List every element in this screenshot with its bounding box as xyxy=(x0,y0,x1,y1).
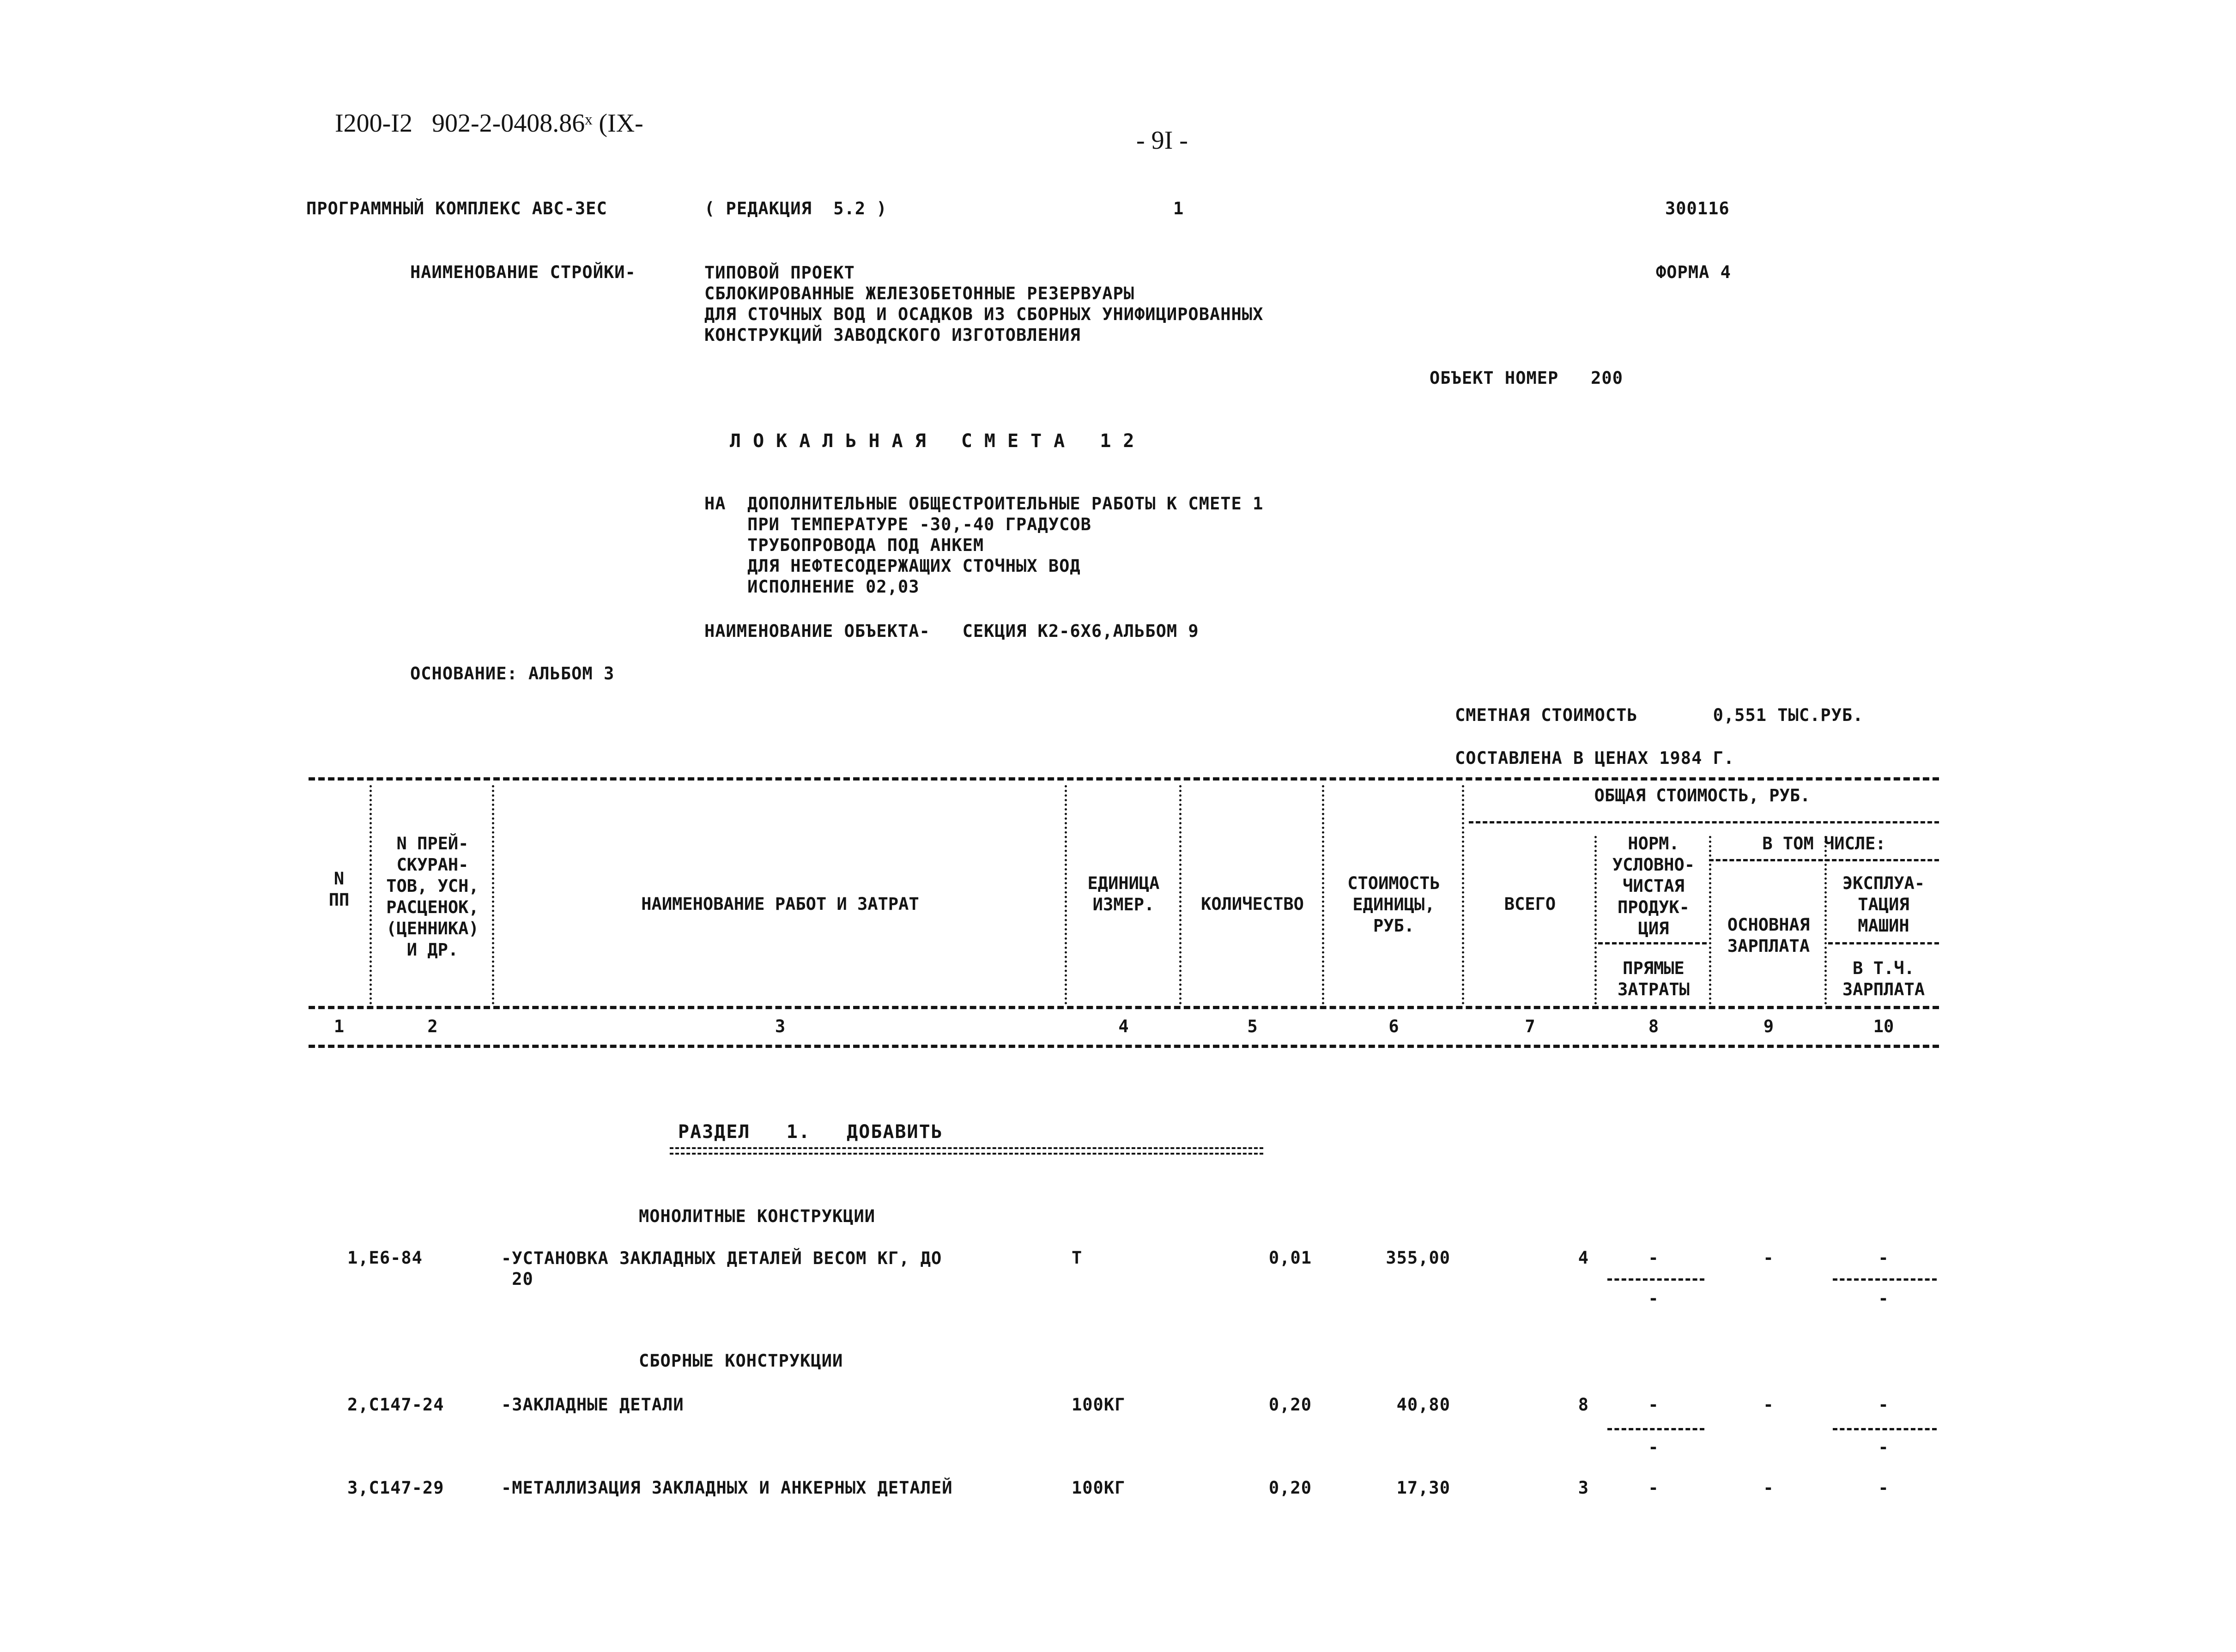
header-unit: ЕДИНИЦА ИЗМЕР. xyxy=(1087,873,1160,914)
group-title: МОНОЛИТНЫЕ КОНСТРУКЦИИ xyxy=(639,1206,876,1226)
group-rule xyxy=(1469,821,1939,823)
row-total: 4 xyxy=(1578,1248,1589,1268)
header-machines-salary: В Т.Ч. ЗАРПЛАТА xyxy=(1842,958,1925,999)
header-salary: ОСНОВНАЯ ЗАРПЛАТА xyxy=(1727,915,1810,956)
program-name: ПРОГРАММНЫЙ КОМПЛЕКС АВС-ЗЕС xyxy=(306,199,607,218)
header-including: В ТОМ ЧИСЛЕ: xyxy=(1762,834,1886,853)
construction-name xyxy=(704,262,1263,345)
header-machines: ЭКСПЛУА- ТАЦИЯ МАШИН xyxy=(1842,873,1925,936)
price-basis: СОСТАВЛЕНА В ЦЕНАХ 1984 Г. xyxy=(1455,748,1735,768)
column-divider xyxy=(1322,785,1324,1005)
estimate-line: ТРУБОПРОВОДА ПОД АНКЕМ xyxy=(704,535,984,555)
row-machines: - xyxy=(1878,1478,1889,1498)
sheet-number: 1 xyxy=(1173,199,1184,218)
row-qty: 0,01 xyxy=(1268,1248,1312,1268)
header-total-group: ОБЩАЯ СТОИМОСТЬ, РУБ. xyxy=(1594,786,1811,805)
row-total: 3 xyxy=(1578,1478,1589,1498)
header-name: НАИМЕНОВАНИЕ РАБОТ И ЗАТРАТ xyxy=(641,894,919,914)
document-id: 300116 xyxy=(1665,199,1730,218)
col-number: 4 xyxy=(1118,1017,1129,1036)
row-code: 1,Е6-84 xyxy=(347,1248,423,1268)
row-name: -ЗАКЛАДНЫЕ ДЕТАЛИ xyxy=(501,1395,684,1415)
cell-rule xyxy=(1833,1278,1937,1281)
row-name: -УСТАНОВКА ЗАКЛАДНЫХ ДЕТАЛЕЙ ВЕСОМ КГ, ДО 20 xyxy=(501,1248,942,1289)
row-machines: - xyxy=(1878,1395,1889,1415)
header-unit-cost: СТОИМОСТЬ ЕДИНИЦЫ, РУБ. xyxy=(1347,873,1440,936)
col-number: 9 xyxy=(1763,1017,1774,1036)
construction-line: ДЛЯ СТОЧНЫХ ВОД И ОСАДКОВ ИЗ СБОРНЫХ УНИФИЦИРОВАННЫХ xyxy=(704,304,1264,324)
header-num: N ПП xyxy=(328,869,350,910)
row-price: 17,30 xyxy=(1396,1478,1450,1498)
header-code: N ПРЕЙ- СКУРАН- ТОВ, УСН, РАСЦЕНОК, (ЦЕННИКА) И ДР. xyxy=(386,834,479,960)
table-header-end-rule xyxy=(309,1045,1939,1048)
row-qty: 0,20 xyxy=(1268,1478,1312,1498)
construction-line: КОНСТРУКЦИЙ ЗАВОДСКОГО ИЗГОТОВЛЕНИЯ xyxy=(704,325,1081,345)
estimate-line: ИСПОЛНЕНИЕ 02,03 xyxy=(704,577,920,597)
col-number: 3 xyxy=(775,1017,786,1036)
row-direct: - xyxy=(1648,1437,1659,1457)
cell-rule xyxy=(1607,1278,1704,1281)
object-name: НАИМЕНОВАНИЕ ОБЪЕКТА- СЕКЦИЯ К2-6Х6,АЛЬБОМ 9 xyxy=(704,621,1199,641)
object-number: ОБЪЕКТ НОМЕР 200 xyxy=(1430,368,1623,388)
row-machines: - xyxy=(1878,1248,1889,1268)
construction-line: ТИПОВОЙ ПРОЕКТ xyxy=(704,263,855,283)
page-number: - 9I - xyxy=(1136,126,1188,155)
header-bottom-rule xyxy=(309,1006,1939,1009)
header-direct: ПРЯМЫЕ ЗАТРАТЫ xyxy=(1618,958,1690,999)
col-number: 10 xyxy=(1873,1017,1894,1036)
cell-rule xyxy=(1607,1428,1704,1430)
row-code: 2,С147-24 xyxy=(347,1395,444,1415)
row-salary: - xyxy=(1763,1478,1774,1498)
estimate-line: ПРИ ТЕМПЕРАТУРЕ -30,-40 ГРАДУСОВ xyxy=(704,514,1091,534)
col-number: 8 xyxy=(1648,1017,1659,1036)
col-number: 6 xyxy=(1388,1017,1399,1036)
section-underline xyxy=(670,1147,1263,1155)
row-unit: 100КГ xyxy=(1072,1478,1126,1498)
column-divider xyxy=(370,785,372,1005)
table-top-rule xyxy=(309,777,1939,781)
row-salary: - xyxy=(1763,1248,1774,1268)
estimate-description xyxy=(704,493,1263,597)
row-machines-salary: - xyxy=(1878,1289,1889,1308)
header-total: ВСЕГО xyxy=(1504,894,1556,914)
estimate-line: НА ДОПОЛНИТЕЛЬНЫЕ ОБЩЕСТРОИТЕЛЬНЫЕ РАБОТЫ К СМЕТЕ 1 xyxy=(704,494,1264,514)
column-divider xyxy=(1462,785,1464,1005)
row-machines-salary: - xyxy=(1878,1437,1889,1457)
row-norm: - xyxy=(1648,1478,1659,1498)
col-number: 2 xyxy=(427,1017,438,1036)
basis: ОСНОВАНИЕ: АЛЬБОМ 3 xyxy=(410,664,615,684)
section-title: РАЗДЕЛ 1. ДОБАВИТЬ xyxy=(678,1121,943,1143)
sub-rule xyxy=(1709,859,1939,861)
row-direct: - xyxy=(1648,1289,1659,1308)
row-salary: - xyxy=(1763,1395,1774,1415)
row-norm: - xyxy=(1648,1248,1659,1268)
row-unit: Т xyxy=(1072,1248,1083,1268)
row-norm: - xyxy=(1648,1395,1659,1415)
form-number: ФОРМА 4 xyxy=(1656,262,1731,282)
col-number: 1 xyxy=(333,1017,345,1036)
row-price: 40,80 xyxy=(1396,1395,1450,1415)
row-code: 3,С147-29 xyxy=(347,1478,444,1498)
estimated-cost: СМЕТНАЯ СТОИМОСТЬ 0,551 ТЫС.РУБ. xyxy=(1455,705,1864,725)
document-code: I200-I2 902-2-0408.86ˣ (IX- xyxy=(335,109,643,138)
sub-rule xyxy=(1828,942,1939,944)
column-divider xyxy=(1065,785,1067,1005)
sub-rule xyxy=(1598,942,1707,944)
column-divider xyxy=(1179,785,1182,1005)
group-title: СБОРНЫЕ КОНСТРУКЦИИ xyxy=(639,1351,843,1371)
cell-rule xyxy=(1833,1428,1937,1430)
header-norm: НОРМ. УСЛОВНО- ЧИСТАЯ ПРОДУК- ЦИЯ xyxy=(1612,834,1695,938)
construction-label: НАИМЕНОВАНИЕ СТРОЙКИ- xyxy=(410,262,636,282)
column-divider xyxy=(1594,836,1597,1005)
construction-line: СБЛОКИРОВАННЫЕ ЖЕЛЕЗОБЕТОННЫЕ РЕЗЕРВУАРЫ xyxy=(704,284,1135,303)
estimate-title: ЛОКАЛЬНАЯ СМЕТА 12 xyxy=(730,430,1146,452)
row-total: 8 xyxy=(1578,1395,1589,1415)
header-qty: КОЛИЧЕСТВО xyxy=(1201,894,1304,914)
row-qty: 0,20 xyxy=(1268,1395,1312,1415)
col-number: 5 xyxy=(1247,1017,1258,1036)
row-price: 355,00 xyxy=(1386,1248,1450,1268)
row-name: -МЕТАЛЛИЗАЦИЯ ЗАКЛАДНЫХ И АНКЕРНЫХ ДЕТАЛЕЙ xyxy=(501,1478,953,1498)
row-unit: 100КГ xyxy=(1072,1395,1126,1415)
program-edition: ( РЕДАКЦИЯ 5.2 ) xyxy=(704,199,887,218)
col-number: 7 xyxy=(1525,1017,1535,1036)
estimate-line: ДЛЯ НЕФТЕСОДЕРЖАЩИХ СТОЧНЫХ ВОД xyxy=(704,556,1081,576)
column-divider xyxy=(492,785,494,1005)
